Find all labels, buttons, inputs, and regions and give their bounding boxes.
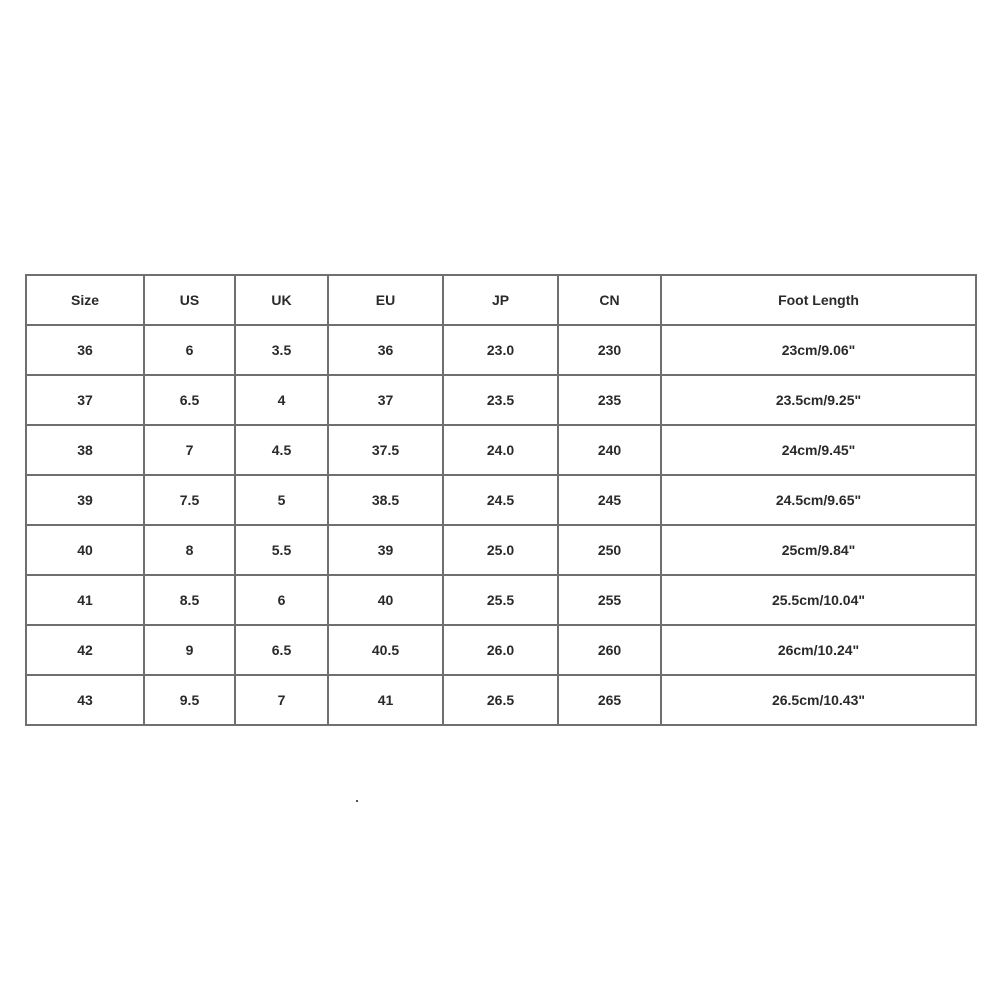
cell-eu: 40.5: [328, 625, 443, 675]
table-row: [26, 575, 976, 625]
cell-eu: 41: [328, 675, 443, 725]
cell-size: 37: [26, 375, 144, 425]
cell-eu: 37: [328, 375, 443, 425]
cell-us: 9: [144, 625, 235, 675]
cell-cn: 260: [558, 625, 661, 675]
cell-size: 41: [26, 575, 144, 625]
cell-cn: 265: [558, 675, 661, 725]
stray-dot: [356, 800, 358, 802]
cell-size: 40: [26, 525, 144, 575]
cell-foot-length: 25.5cm/10.04": [661, 575, 976, 625]
cell-us: 9.5: [144, 675, 235, 725]
cell-us: 8.5: [144, 575, 235, 625]
cell-uk: 6: [235, 575, 328, 625]
cell-jp: 23.0: [443, 325, 558, 375]
cell-foot-length: 24cm/9.45": [661, 425, 976, 475]
header-uk: UK: [235, 275, 328, 325]
cell-eu: 39: [328, 525, 443, 575]
cell-eu: 37.5: [328, 425, 443, 475]
cell-jp: 26.5: [443, 675, 558, 725]
cell-us: 8: [144, 525, 235, 575]
header-size: Size: [26, 275, 144, 325]
table-row: [26, 325, 976, 375]
cell-jp: 24.5: [443, 475, 558, 525]
cell-cn: 235: [558, 375, 661, 425]
cell-size: 38: [26, 425, 144, 475]
cell-jp: 26.0: [443, 625, 558, 675]
cell-cn: 230: [558, 325, 661, 375]
cell-foot-length: 24.5cm/9.65": [661, 475, 976, 525]
cell-eu: 38.5: [328, 475, 443, 525]
table-row: [26, 375, 976, 425]
cell-size: 39: [26, 475, 144, 525]
header-cn: CN: [558, 275, 661, 325]
cell-uk: 3.5: [235, 325, 328, 375]
table-row: [26, 525, 976, 575]
cell-uk: 4.5: [235, 425, 328, 475]
cell-jp: 25.0: [443, 525, 558, 575]
cell-foot-length: 23.5cm/9.25": [661, 375, 976, 425]
cell-cn: 245: [558, 475, 661, 525]
table-row: [26, 425, 976, 475]
cell-uk: 6.5: [235, 625, 328, 675]
cell-uk: 5.5: [235, 525, 328, 575]
cell-cn: 255: [558, 575, 661, 625]
table-header-row: [26, 275, 976, 325]
cell-foot-length: 23cm/9.06": [661, 325, 976, 375]
cell-uk: 4: [235, 375, 328, 425]
cell-us: 6.5: [144, 375, 235, 425]
cell-foot-length: 26cm/10.24": [661, 625, 976, 675]
table-row: [26, 625, 976, 675]
cell-foot-length: 26.5cm/10.43": [661, 675, 976, 725]
header-eu: EU: [328, 275, 443, 325]
table-row: [26, 675, 976, 725]
cell-us: 7.5: [144, 475, 235, 525]
cell-uk: 7: [235, 675, 328, 725]
cell-us: 6: [144, 325, 235, 375]
header-foot-length: Foot Length: [661, 275, 976, 325]
cell-eu: 40: [328, 575, 443, 625]
header-jp: JP: [443, 275, 558, 325]
cell-uk: 5: [235, 475, 328, 525]
cell-size: 36: [26, 325, 144, 375]
table-row: [26, 475, 976, 525]
cell-cn: 240: [558, 425, 661, 475]
cell-cn: 250: [558, 525, 661, 575]
cell-jp: 24.0: [443, 425, 558, 475]
cell-jp: 23.5: [443, 375, 558, 425]
cell-foot-length: 25cm/9.84": [661, 525, 976, 575]
cell-us: 7: [144, 425, 235, 475]
cell-size: 43: [26, 675, 144, 725]
cell-jp: 25.5: [443, 575, 558, 625]
cell-size: 42: [26, 625, 144, 675]
cell-eu: 36: [328, 325, 443, 375]
header-us: US: [144, 275, 235, 325]
size-chart-table: [25, 274, 977, 726]
